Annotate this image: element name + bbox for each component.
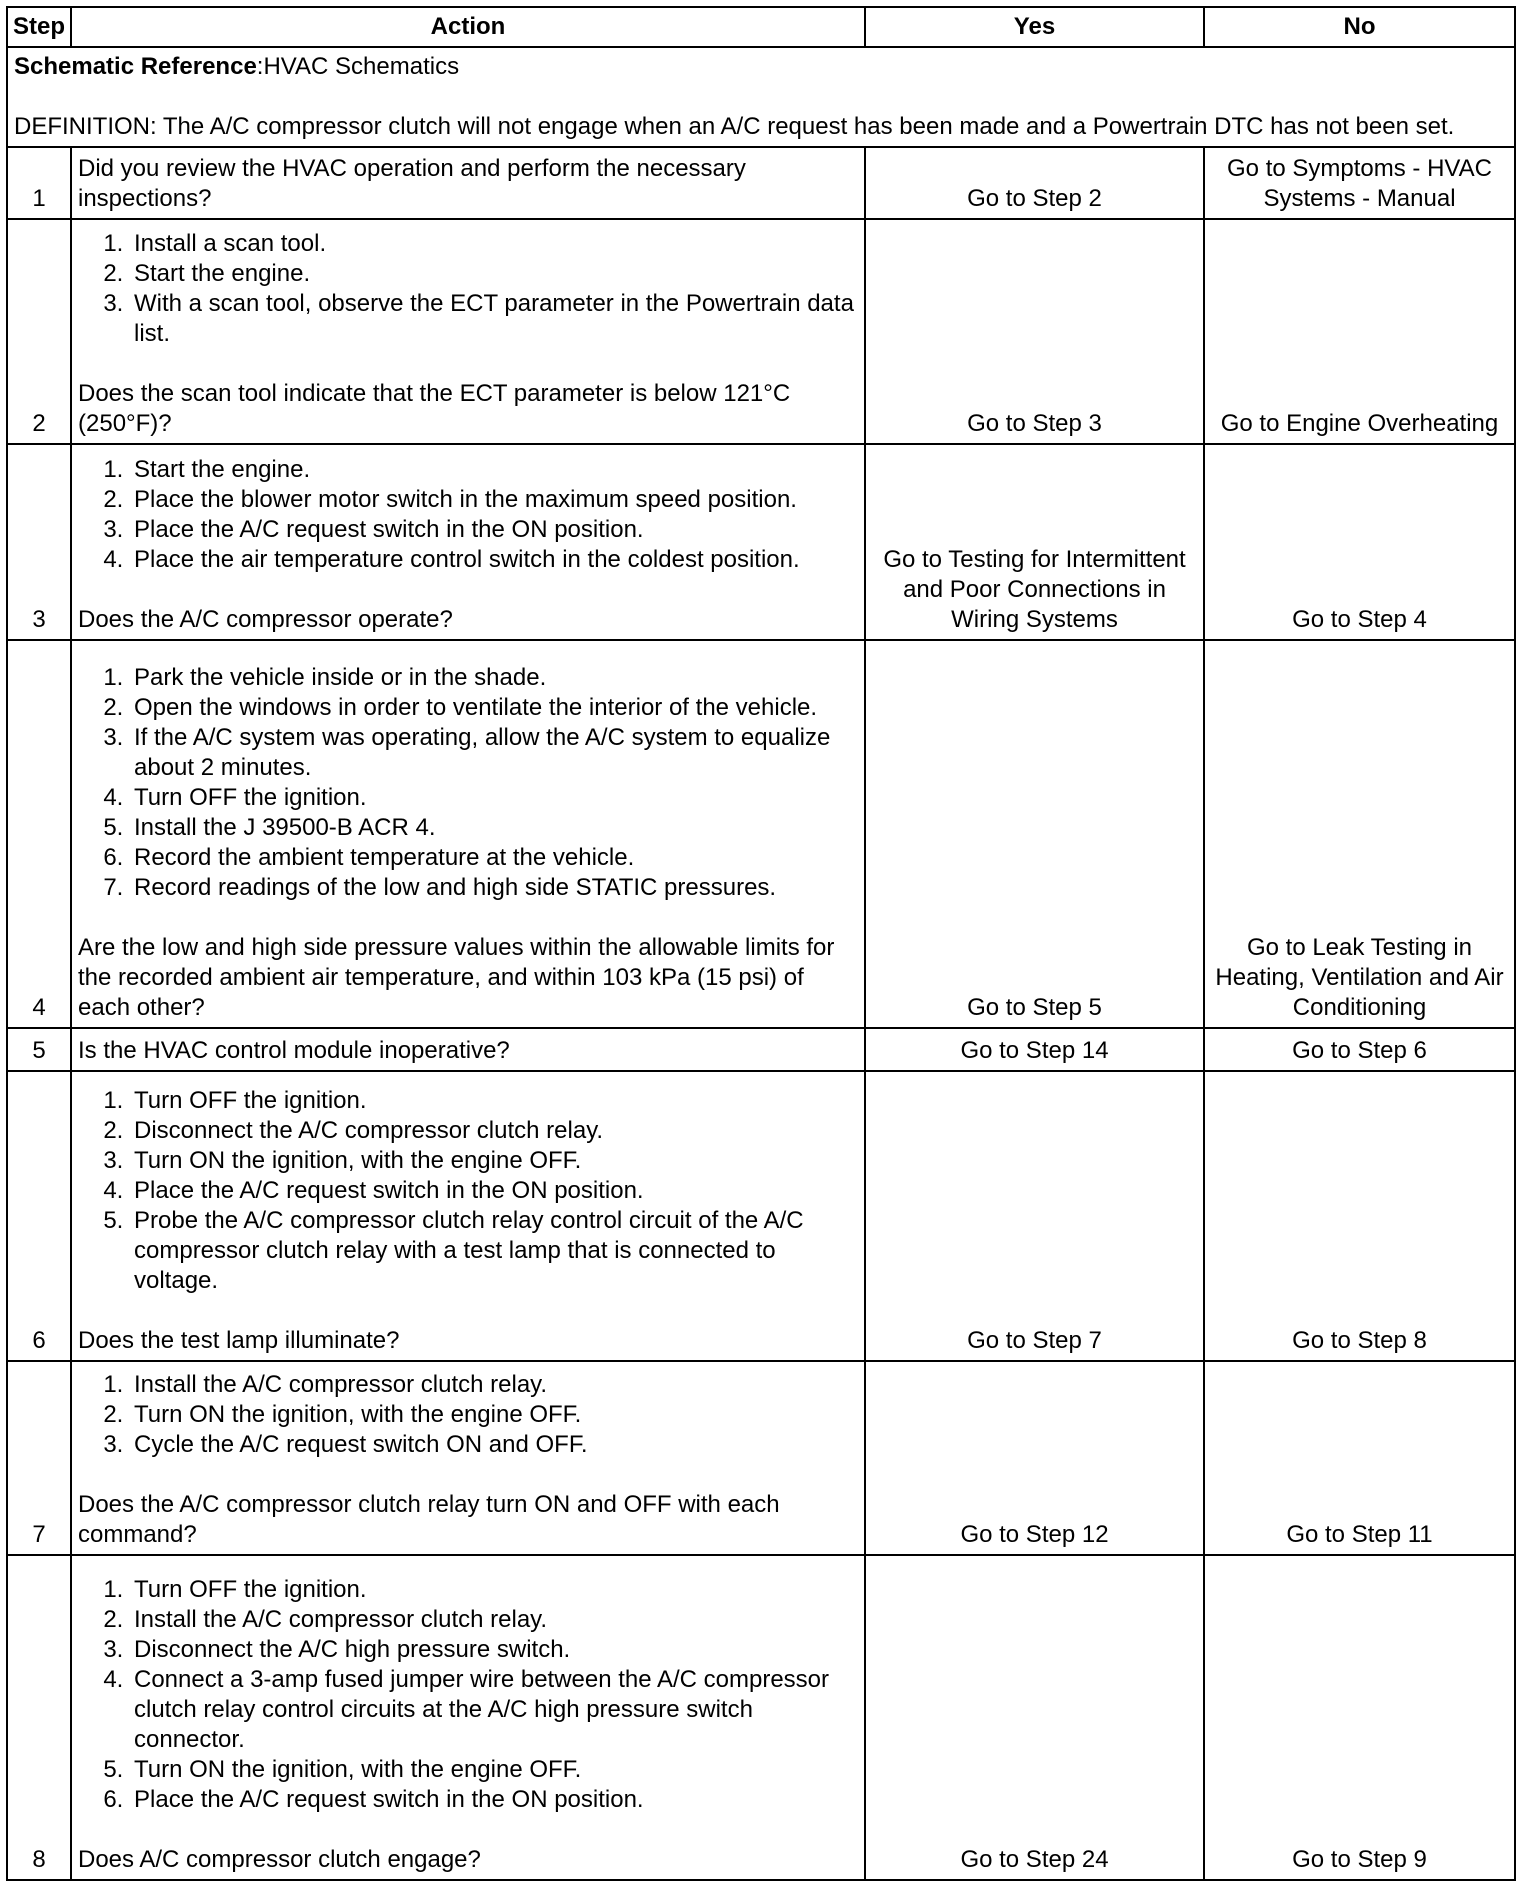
action-cell <box>71 1028 865 1071</box>
action-step-item: 3. Turn ON the ignition, with the engine OFF. <box>130 1146 858 1176</box>
diagnostic-document <box>6 6 1514 1898</box>
no-result: Go to Step 11 <box>1204 1361 1515 1555</box>
action-step-item: 2. Install the A/C compressor clutch relay. <box>130 1605 858 1635</box>
action-step-item: 1. Turn OFF the ignition. <box>130 1086 858 1116</box>
step-number: 8 <box>7 1555 71 1880</box>
no-result: Go to Step 8 <box>1204 1071 1515 1361</box>
table-body <box>7 47 1515 1880</box>
table-row <box>7 1361 1515 1555</box>
action-step-item: 2. Start the engine. <box>130 259 858 289</box>
action-step-item: 2. Turn ON the ignition, with the engine OFF. <box>130 1400 858 1430</box>
action-step-item: 1. Park the vehicle inside or in the shade. <box>130 663 858 693</box>
action-step-item: 5. Install the J 39500-B ACR 4. <box>130 813 858 843</box>
table-row <box>7 1071 1515 1361</box>
yes-result: Go to Step 12 <box>865 1361 1204 1555</box>
action-question: Does the A/C compressor clutch relay turn ON and OFF with each command? <box>78 1491 780 1548</box>
yes-result: Go to Step 24 <box>865 1555 1204 1880</box>
column-header-no: No <box>1204 7 1515 47</box>
action-step-item: 7. Record readings of the low and high side STATIC pressures. <box>130 873 858 903</box>
action-step-item: 1. Install a scan tool. <box>130 229 858 259</box>
action-step-item: 3. Place the A/C request switch in the ON position. <box>130 515 858 545</box>
action-step-item: 3. If the A/C system was operating, allow the A/C system to equalize about 2 minutes. <box>130 723 858 783</box>
table-row <box>7 444 1515 640</box>
action-step-item: 3. With a scan tool, observe the ECT parameter in the Powertrain data list. <box>130 289 858 349</box>
action-step-item: 4. Turn OFF the ignition. <box>130 783 858 813</box>
action-step-item: 3. Disconnect the A/C high pressure switch. <box>130 1635 858 1665</box>
action-cell <box>71 1071 865 1361</box>
action-steps-list <box>78 1575 858 1815</box>
column-header-yes: Yes <box>865 7 1204 47</box>
table-row <box>7 1028 1515 1071</box>
action-step-item: 4. Connect a 3-amp fused jumper wire between the A/C compressor clutch relay control circuits at the A/C high pressure switch connector. <box>130 1665 858 1755</box>
action-step-item: 5. Probe the A/C compressor clutch relay control circuit of the A/C compressor clutch relay with a test lamp that is connected to voltage. <box>130 1206 858 1296</box>
no-result: Go to Leak Testing in Heating, Ventilation and Air Conditioning <box>1204 640 1515 1028</box>
table-row <box>7 147 1515 219</box>
yes-result: Go to Step 2 <box>865 147 1204 219</box>
action-step-item: 1. Install the A/C compressor clutch relay. <box>130 1370 858 1400</box>
action-step-item: 4. Place the air temperature control switch in the coldest position. <box>130 545 858 575</box>
yes-result: Go to Step 14 <box>865 1028 1204 1071</box>
action-question: Does the scan tool indicate that the ECT parameter is below 121°C (250°F)? <box>78 380 791 437</box>
table-row <box>7 1555 1515 1880</box>
action-step-item: 5. Turn ON the ignition, with the engine OFF. <box>130 1755 858 1785</box>
schematic-reference <box>14 52 1508 82</box>
action-steps-list <box>78 229 858 349</box>
header-row <box>7 7 1515 47</box>
step-number: 3 <box>7 444 71 640</box>
action-step-item: 6. Record the ambient temperature at the vehicle. <box>130 843 858 873</box>
action-question: Does the test lamp illuminate? <box>78 1327 400 1354</box>
step-number: 4 <box>7 640 71 1028</box>
action-question: Is the HVAC control module inoperative? <box>78 1037 510 1064</box>
action-cell <box>71 1555 865 1880</box>
intro-cell <box>7 47 1515 147</box>
action-step-item: 2. Open the windows in order to ventilate the interior of the vehicle. <box>130 693 858 723</box>
action-step-item: 2. Disconnect the A/C compressor clutch relay. <box>130 1116 858 1146</box>
no-result: Go to Step 6 <box>1204 1028 1515 1071</box>
table-row <box>7 640 1515 1028</box>
table-row <box>7 219 1515 444</box>
step-number: 1 <box>7 147 71 219</box>
action-step-item: 2. Place the blower motor switch in the maximum speed position. <box>130 485 858 515</box>
yes-result: Go to Step 5 <box>865 640 1204 1028</box>
action-cell <box>71 640 865 1028</box>
action-step-item: 1. Turn OFF the ignition. <box>130 1575 858 1605</box>
action-step-item: 4. Place the A/C request switch in the ON position. <box>130 1176 858 1206</box>
yes-result: Go to Testing for Intermittent and Poor Connections in Wiring Systems <box>865 444 1204 640</box>
action-steps-list <box>78 1086 858 1296</box>
no-result: Go to Step 9 <box>1204 1555 1515 1880</box>
no-result: Go to Engine Overheating <box>1204 219 1515 444</box>
action-step-item: 3. Cycle the A/C request switch ON and OFF. <box>130 1430 858 1460</box>
action-question: Does A/C compressor clutch engage? <box>78 1846 481 1873</box>
intro-row <box>7 47 1515 147</box>
action-steps-list <box>78 663 858 903</box>
yes-result: Go to Step 3 <box>865 219 1204 444</box>
no-result: Go to Step 4 <box>1204 444 1515 640</box>
step-number: 7 <box>7 1361 71 1555</box>
column-header-step: Step <box>7 7 71 47</box>
step-number: 6 <box>7 1071 71 1361</box>
action-steps-list <box>78 1370 858 1460</box>
column-header-action: Action <box>71 7 865 47</box>
action-cell <box>71 147 865 219</box>
diagnostic-table <box>6 6 1516 1881</box>
no-result: Go to Symptoms - HVAC Systems - Manual <box>1204 147 1515 219</box>
schematic-reference-label: Schematic Reference <box>14 53 257 80</box>
yes-result: Go to Step 7 <box>865 1071 1204 1361</box>
action-steps-list <box>78 455 858 575</box>
action-question: Did you review the HVAC operation and perform the necessary inspections? <box>78 155 746 212</box>
step-number: 5 <box>7 1028 71 1071</box>
step-number: 2 <box>7 219 71 444</box>
action-question: Are the low and high side pressure values within the allowable limits for the recorded ambient air temperature, and within 103 kPa (15 psi) of each other? <box>78 934 835 1021</box>
action-cell <box>71 1361 865 1555</box>
action-step-item: 1. Start the engine. <box>130 455 858 485</box>
schematic-reference-value: :HVAC Schematics <box>256 53 460 80</box>
action-step-item: 6. Place the A/C request switch in the ON position. <box>130 1785 858 1815</box>
action-cell <box>71 219 865 444</box>
action-question: Does the A/C compressor operate? <box>78 606 453 633</box>
action-cell <box>71 444 865 640</box>
definition-text: DEFINITION: The A/C compressor clutch will not engage when an A/C request has been made and a Powertrain DTC has not been set. <box>14 113 1455 140</box>
